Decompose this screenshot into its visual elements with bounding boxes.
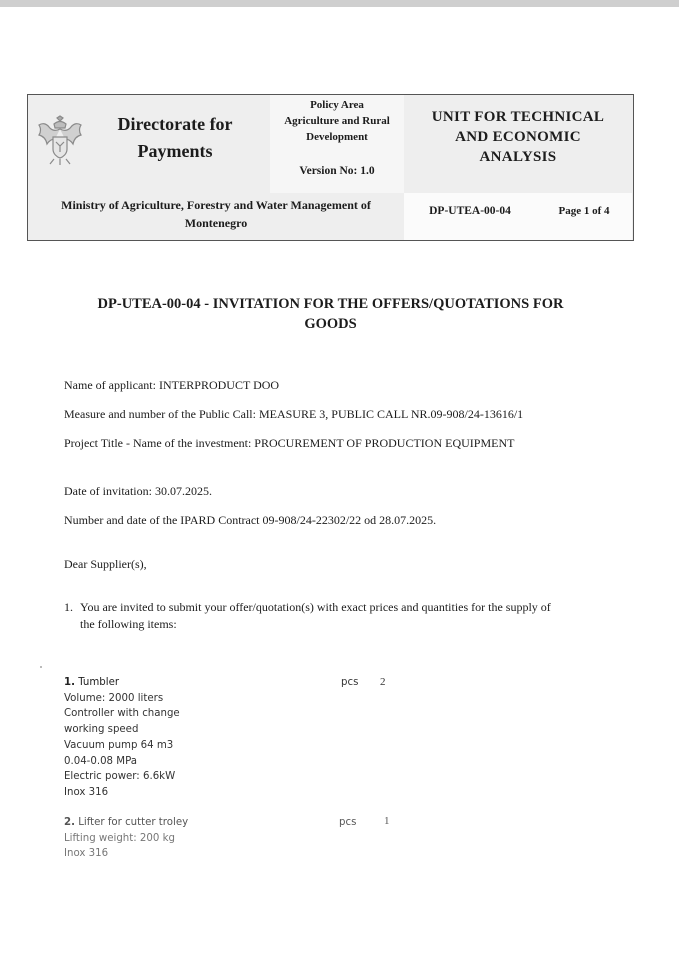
item-spec: Volume: 2000 liters — [64, 692, 164, 704]
document-code-cell — [404, 193, 536, 240]
policy-area-line-2: Agriculture and Rural — [284, 115, 390, 127]
item-spec: Electric power: 6.6kW — [64, 771, 176, 783]
document-title — [64, 294, 597, 334]
item-spec: Lifting weight: 200 kg — [64, 832, 175, 844]
version-number: Version No: 1.0 — [299, 165, 375, 177]
invitation-date: Date of invitation: 30.07.2025. — [64, 484, 212, 498]
scan-top-edge — [0, 0, 679, 7]
item-spec: 0.04-0.08 MPa — [64, 755, 137, 767]
unit-line-2: AND ECONOMIC — [455, 129, 581, 145]
item-number: 2. — [64, 817, 75, 828]
ministry-line-1: Ministry of Agriculture, Forestry and Water Management of — [61, 198, 371, 212]
montenegro-coat-of-arms-icon — [36, 115, 84, 167]
unit-line-3: ANALYSIS — [479, 149, 557, 165]
document-code: DP-UTEA-00-04 — [429, 205, 511, 217]
directorate-cell — [28, 95, 270, 193]
ministry-line-2: Montenegro — [184, 216, 248, 230]
salutation: Dear Supplier(s), — [64, 557, 147, 571]
document-header-table — [27, 94, 634, 241]
page-number-cell — [536, 193, 632, 240]
page-number: Page 1 of 4 — [558, 205, 610, 217]
unit-line-1: UNIT FOR TECHNICAL — [431, 109, 605, 125]
public-call-measure: Measure and number of the Public Call: MEASURE 3, PUBLIC CALL NR.09-908/24-13616/1 — [64, 407, 524, 421]
item-quantity: 2 — [380, 676, 386, 688]
unit-cell — [404, 95, 632, 193]
intro-paragraph — [64, 599, 624, 633]
item-unit: pcs — [341, 677, 359, 688]
item-spec: Controller with change — [64, 708, 180, 720]
ipard-contract: Number and date of the IPARD Contract 09-908/24-22302/22 od 28.07.2025. — [64, 513, 437, 527]
policy-area-line-3: Development — [306, 131, 368, 143]
item-quantity: 1 — [384, 815, 390, 827]
policy-area-label: Policy Area — [310, 99, 364, 111]
item-name: Tumbler — [78, 677, 120, 688]
item-spec: Inox 316 — [64, 848, 109, 860]
list-item — [64, 675, 264, 801]
item-number: 1. — [64, 677, 75, 688]
intro-line-2: the following items: — [80, 617, 177, 631]
version-cell — [270, 155, 404, 193]
directorate-line-1: Directorate for — [117, 114, 233, 134]
title-line-2: GOODS — [304, 316, 357, 332]
applicant-name: Name of applicant: INTERPRODUCT DOO — [64, 378, 280, 392]
project-title: Project Title - Name of the investment: PROCUREMENT OF PRODUCTION EQUIPMENT — [64, 436, 515, 450]
item-spec: working speed — [64, 724, 139, 736]
item-name: Lifter for cutter troley — [78, 817, 189, 828]
title-line-1: DP-UTEA-00-04 - INVITATION FOR THE OFFERS/QUOTATIONS FOR — [97, 296, 564, 312]
intro-number: 1. — [64, 600, 73, 614]
directorate-name — [90, 111, 260, 165]
policy-area-cell — [270, 95, 404, 155]
list-item — [64, 815, 284, 862]
item-spec: Vacuum pump 64 m3 — [64, 739, 174, 751]
intro-line-1: You are invited to submit your offer/quotation(s) with exact prices and quantities for the supply of — [80, 600, 551, 614]
item-spec: Inox 316 — [64, 786, 109, 798]
item-unit: pcs — [339, 817, 357, 828]
scan-speck — [40, 666, 42, 668]
ministry-cell — [28, 193, 404, 240]
directorate-line-2: Payments — [137, 141, 213, 161]
